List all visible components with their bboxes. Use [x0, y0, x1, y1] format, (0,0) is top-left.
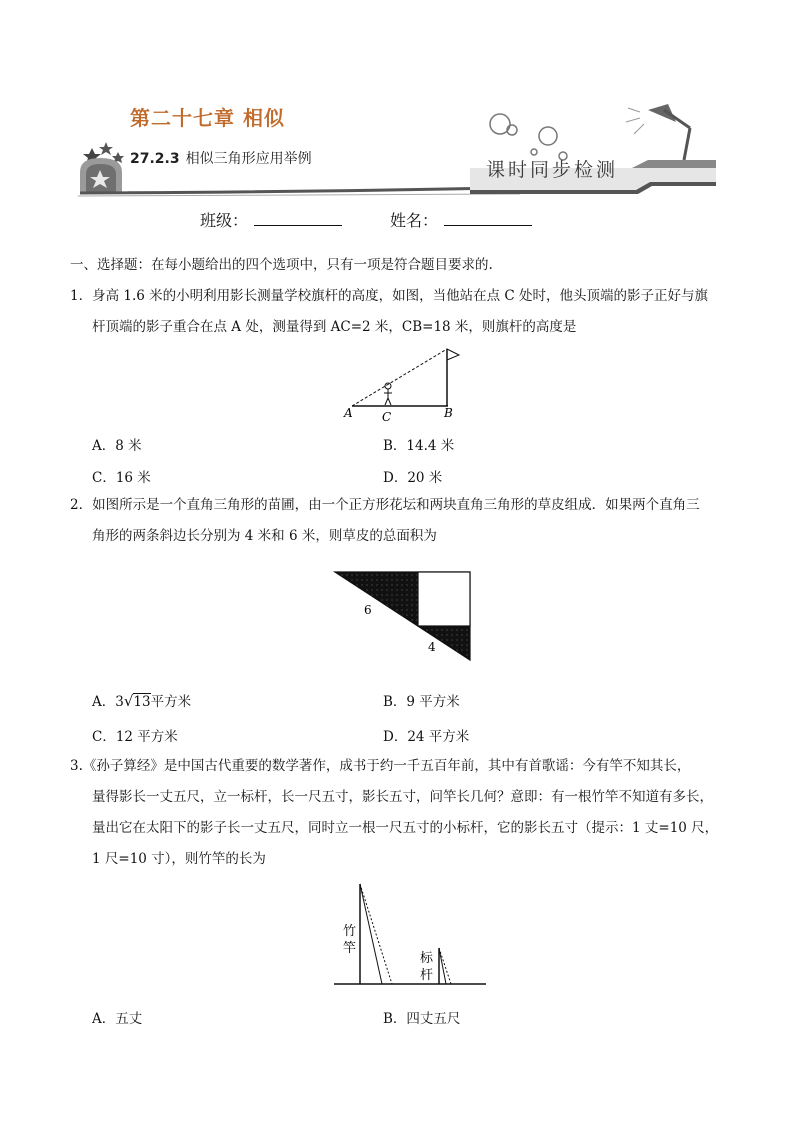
q2-text-line2: 角形的两条斜边长分别为 4 米和 6 米，则草皮的总面积为 [92, 528, 437, 544]
q1-label-c: C [382, 410, 392, 424]
q3-text-line2: 量得影长一丈五尺，立一标杆，长一尺五寸，影长五寸，问竿长几何？意即：有一根竹竿不知道有多长， [92, 789, 713, 805]
q3-text-line4: 1 尺=10 寸），则竹竿的长为 [92, 851, 266, 867]
q1-option-b[interactable]: B．14.4 米 [383, 438, 455, 454]
brand-label: 课时同步检测 [486, 159, 619, 181]
star-badge-icon [80, 142, 124, 192]
q3-option-a[interactable]: A．五丈 [92, 1011, 143, 1027]
q1-figure [340, 345, 470, 427]
section-title [130, 148, 312, 168]
q3-label-pole2: 竿 [343, 941, 357, 956]
q2-label-four: 4 [428, 640, 436, 654]
q3-text-line3: 量出它在太阳下的影子长一丈五尺，同时立一根一尺五寸的小标杆，它的影长五寸（提示：1 丈=10 尺， [92, 820, 719, 836]
q2-option-a-prefix: A．3 [92, 694, 124, 710]
q3-label-mark2: 杆 [420, 968, 434, 983]
header-decoration [0, 0, 794, 200]
class-blank[interactable] [254, 211, 342, 226]
q2-option-b[interactable]: B．9 平方米 [383, 694, 460, 710]
q2-figure [330, 568, 480, 668]
part1-heading: 一、选择题：在每小题给出的四个选项中，只有一项是符合题目要求的. [70, 257, 493, 273]
chapter-title: 第二十七章 相似 [130, 106, 285, 130]
q1-label-a: A [344, 406, 353, 420]
q2-option-a-suffix: 平方米 [150, 694, 192, 710]
q3-label-pole1: 竹 [343, 924, 357, 939]
q1-text-line2: 杆顶端的影子重合在点 A 处，测量得到 AC=2 米，CB=18 米，则旗杆的高度是 [92, 319, 577, 335]
q3-label-mark1: 标 [420, 951, 434, 966]
q2-option-a-radicand: 13 [133, 694, 151, 710]
q3-text-line1: 3.《孙子算经》是中国古代重要的数学著作，成书于约一千五百年前，其中有首歌谣：今有竿不知其长， [70, 758, 691, 774]
q3-figure [330, 880, 490, 990]
name-field[interactable] [390, 208, 532, 231]
bubbles-icon [490, 114, 567, 160]
q1-option-d[interactable]: D．20 米 [383, 470, 443, 486]
q3-option-b[interactable]: B．四丈五尺 [383, 1011, 461, 1027]
q1-text-line1: 1．身高 1.6 米的小明利用影长测量学校旗杆的高度，如图，当他站在点 C 处时，他头顶端的影子正好与旗 [70, 288, 709, 304]
class-field[interactable] [200, 208, 342, 231]
q1-label-b: B [444, 406, 453, 420]
q2-option-c[interactable]: C．12 平方米 [92, 729, 178, 745]
sqrt-icon: √ [123, 692, 134, 710]
name-label: 姓名： [390, 211, 439, 230]
q1-option-a[interactable]: A．8 米 [92, 438, 142, 454]
q1-option-c[interactable]: C．16 米 [92, 470, 151, 486]
q2-option-a[interactable] [92, 690, 191, 710]
q2-text-line1: 2．如图所示是一个直角三角形的苗圃，由一个正方形花坛和两块直角三角形的草皮组成．如果两个直角三 [70, 497, 700, 513]
class-label: 班级： [200, 211, 249, 230]
q2-label-six: 6 [364, 603, 372, 617]
q2-option-d[interactable]: D．24 平方米 [383, 729, 470, 745]
desk-lamp-icon [626, 104, 694, 164]
name-blank[interactable] [444, 211, 532, 226]
section-number: 27.2.3 [130, 151, 180, 167]
section-name: 相似三角形应用举例 [185, 151, 312, 167]
